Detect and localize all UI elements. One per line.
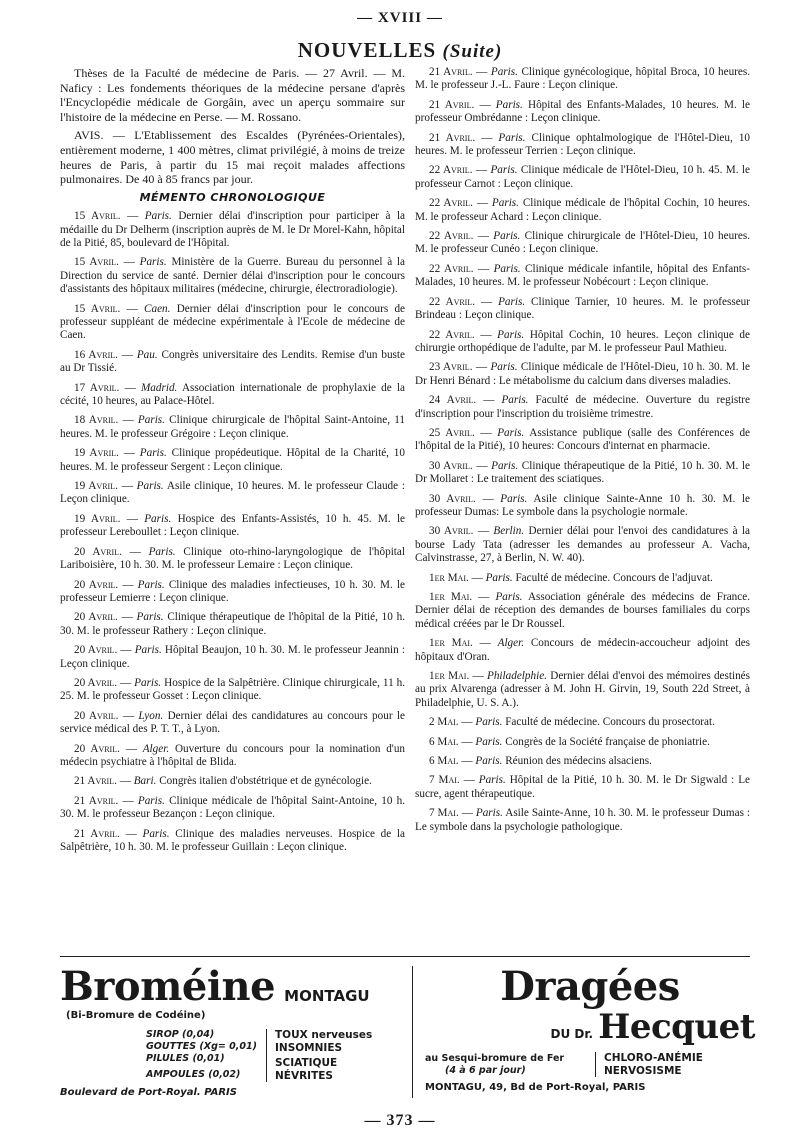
ad-bromeine-indication: NÉVRITES: [275, 1069, 333, 1082]
entry-date: 20 Avril.: [74, 676, 118, 689]
memento-entry: 21 Avril. — Paris. Clinique médicale de l'hôpital Saint-Antoine, 10 h. 30. M. le professeur Bezançon : Leçon clinique.: [60, 794, 405, 821]
ad-bromeine-indication: INSOMNIES: [275, 1041, 343, 1054]
ad-bromeine-subtitle: (Bi-Bromure de Codéine): [66, 1010, 206, 1021]
entry-place: Paris.: [498, 131, 526, 144]
entry-place: Paris.: [490, 66, 518, 78]
entry-date: 21 Avril.: [74, 775, 117, 788]
entry-text: Association internationale de prophylaxie de la cécité, 10 heures, au Palace-Hôtel.: [60, 381, 405, 408]
entry-place: Paris.: [136, 611, 164, 624]
memento-heading: MÉMENTO CHRONOLOGIQUE: [139, 190, 326, 204]
ad-dragees-indication: NERVOSISME: [604, 1064, 682, 1077]
entry-text: Dernier délai des candidatures au concours pour le service médical des P. T. T., à Lyon.: [60, 709, 405, 736]
entry-text: Réunion des médecins alsaciens.: [505, 755, 652, 768]
entry-text: Faculté de médecine. Concours de l'adjuvat.: [515, 571, 713, 584]
ad-bromeine-suffix: MONTAGU: [284, 986, 370, 1005]
memento-entry: 1er Mai. — Paris. Faculté de médecine. Concours de l'adjuvat.: [429, 571, 713, 584]
ad-bromeine-indications: [266, 1029, 372, 1082]
entry-text: Dernier délai pour l'envoi des candidatures à la bourse Lady Tata (adresser les demandes au professeur A. Vacha, Calvinstrasse, 27, à Berlin, N. W. 40).: [415, 525, 750, 565]
entry-place: Paris.: [139, 256, 167, 269]
entry-date: 30 Avril.: [429, 459, 473, 472]
entry-date: 7 Mai.: [429, 807, 459, 820]
ad-bromeine-brand: Broméine: [60, 963, 276, 1010]
entry-place: Paris.: [144, 512, 172, 525]
entry-place: Pau.: [136, 348, 158, 361]
entry-text: Clinique médicale de l'Hôtel-Dieu, 10 h. 30. M. le Dr Henri Bénard : Le métabolisme du calcium dans diverses maladies.: [415, 361, 751, 387]
entry-date: 22 Avril.: [429, 197, 473, 210]
memento-entry: 18 Avril. — Paris. Clinique chirurgicale de l'hôpital Saint-Antoine, 11 heures. M. le professeur Grégoire : Leçon clinique.: [60, 414, 405, 440]
memento-entry: 24 Avril. — Paris. Faculté de médecine. Ouverture du registre d'inscription pour l'inscription du troisième trimestre.: [415, 394, 750, 420]
entry-date: 15 Avril.: [74, 302, 121, 315]
memento-entry: 7 Mai. — Paris. Hôpital de la Pitié, 10 h. 30. M. le Dr Sigwald : Le sucre, agent thérapeutique.: [415, 774, 751, 800]
entry-text: Assistance publique (salle des Conférences de l'hôpital de la Pitié), 10 heures: Concours d'internat en pharmacie.: [415, 426, 751, 453]
entry-text: Clinique médicale de l'hôpital Saint-Antoine, 10 h. 30. M. le professeur Bezançon : Leçon clinique.: [60, 794, 405, 821]
entry-date: 22 Avril.: [429, 328, 475, 341]
entry-place: Lyon.: [138, 709, 164, 722]
memento-entry: 19 Avril. — Paris. Clinique propédeutique. Hôpital de la Charité, 10 heures. M. le professeur Sergent : Leçon clinique.: [60, 447, 405, 473]
ad-dragees-composition: au Sesqui-bromure de Fer: [425, 1052, 565, 1064]
entry-date: 1er Mai.: [429, 670, 470, 683]
ad-bromeine-products: [146, 1029, 266, 1082]
memento-entry: 21 Avril. — Paris. Clinique gynécologique, hôpital Broca, 10 heures. M. le professeur J.-L. Faure : Leçon clinique.: [415, 66, 751, 92]
entry-text: Faculté de médecine. Ouverture du registre d'inscription pour l'inscription du troisième trimestre.: [415, 394, 750, 420]
entry-date: 19 Avril.: [74, 480, 118, 493]
ad-bromeine-product: GOUTTES (Xg= 0,01): [146, 1041, 257, 1052]
entry-text: Faculté de médecine. Concours du prosectorat.: [505, 716, 715, 729]
memento-entry: 20 Avril. — Paris. Clinique thérapeutique de l'hôpital de la Pitié, 10 h. 30. M. le professeur Rathery : Leçon clinique.: [60, 611, 405, 637]
entry-date: 15 Avril.: [74, 210, 121, 223]
ad-bromeine-address: Boulevard de Port-Royal. PARIS: [60, 1087, 237, 1098]
entry-text: Dernier délai d'inscription pour le concours de professeur suppléant de médecine expérimentale à l'Ecole de médecine de Caen.: [60, 302, 406, 342]
ad-dragees-brand-bottom: Hecquet: [598, 1007, 755, 1047]
right-column: [415, 66, 750, 840]
entry-date: 21 Avril.: [429, 131, 476, 144]
entry-place: Alger.: [142, 742, 170, 755]
entry-text: Hospice des Enfants-Assistés, 10 h. 45. M. le professeur Lereboullet : Leçon clinique.: [60, 512, 406, 539]
memento-entry: 30 Avril. — Berlin. Dernier délai pour l'envoi des candidatures à la bourse Lady Tata (adresser les demandes au professeur A. Vacha, Calvinstrasse, 27, à Berlin, N. W. 40).: [415, 525, 750, 565]
entry-date: 23 Avril.: [429, 361, 473, 374]
entry-date: 21 Avril.: [429, 98, 475, 111]
memento-entry: 19 Avril. — Paris. Hospice des Enfants-Assistés, 10 h. 45. M. le professeur Lereboullet : Leçon clinique.: [60, 512, 406, 539]
memento-entry: 22 Avril. — Paris. Clinique chirurgicale de l'Hôtel-Dieu, 10 heures. M. le professeur Cunéo : Leçon clinique.: [415, 230, 751, 256]
entry-date: 1er Mai.: [429, 591, 473, 603]
entry-text: Clinique médicale de l'Hôtel-Dieu, 10 h. 45. M. le professeur Carnot : Leçon clinique.: [415, 164, 751, 190]
memento-entry: 2 Mai. — Paris. Faculté de médecine. Concours du prosectorat.: [429, 716, 715, 729]
memento-entry: 17 Avril. — Madrid. Association internationale de prophylaxie de la cécité, 10 heures, au Palace-Hôtel.: [60, 381, 405, 408]
avis-paragraph: AVIS. — L'Etablissement des Escaldes (Pyrénées-Orientales), entièrement moderne, 1 400 mètres, climat privilégié, à moins de treize heures de Paris, à partir du 15 mai reçoit malades affections pulmonaires. De 40 à 85 francs par jour.: [60, 128, 405, 187]
entry-place: Philadelphie.: [487, 670, 547, 683]
memento-entry: 21 Avril. — Paris. Clinique des maladies nerveuses. Hospice de la Salpêtrière, 10 h. 30. M. le professeur Guillain : Leçon clinique.: [60, 827, 406, 853]
entry-text: Clinique médicale de l'hôpital Cochin, 10 heures. M. le professeur Achard : Leçon clinique.: [415, 197, 750, 223]
entry-date: 22 Avril.: [429, 230, 474, 243]
page-number: — 373 —: [364, 1112, 436, 1129]
entry-text: Clinique Tarnier, 10 heures. M. le professeur Brindeau : Leçon clinique.: [415, 295, 750, 322]
entry-text: Congrès de la Société française de phoniatrie.: [505, 735, 710, 748]
entry-text: Hôpital des Enfants-Malades, 10 heures. M. le professeur Ombrédanne : Leçon clinique.: [415, 98, 750, 125]
entry-text: Dernier délai d'envoi des mémoires destinés au prix Alvarenga (adresser à M. John H. Girvin, 19, South 22d Street, à Philadelphie, U. S. A.).: [415, 670, 750, 709]
entry-text: Clinique oto-rhino-laryngologique de l'hôpital Lariboisière, 10 h. 30. M. le professeur Lemaire : Leçon clinique.: [60, 545, 405, 572]
entry-place: Paris.: [485, 571, 513, 584]
page-roman-number: — XVIII —: [357, 10, 443, 26]
title-main: NOUVELLES: [297, 38, 437, 62]
entry-text: Clinique thérapeutique de la Pitié, 10 h. 30. M. le Dr Mollaret : Le traitement des sciatiques.: [415, 459, 750, 486]
entry-place: Paris.: [137, 794, 165, 807]
memento-entry: 6 Mai. — Paris. Réunion des médecins alsaciens.: [429, 755, 652, 768]
entry-text: Hôpital de la Pitié, 10 h. 30. M. le Dr Sigwald : Le sucre, agent thérapeutique.: [415, 774, 751, 800]
entry-place: Paris.: [134, 676, 162, 689]
memento-entry: 30 Avril. — Paris. Clinique thérapeutique de la Pitié, 10 h. 30. M. le Dr Mollaret : Le traitement des sciatiques.: [415, 459, 750, 486]
entry-text: Clinique chirurgicale de l'Hôtel-Dieu, 10 heures. M. le professeur Cunéo : Leçon clinique.: [415, 230, 751, 256]
entry-date: 30 Avril.: [429, 492, 476, 505]
ad-bromeine-product: PILULES (0,01): [146, 1053, 225, 1064]
memento-entry: 15 Avril. — Caen. Dernier délai d'inscription pour le concours de professeur suppléant de médecine expérimentale à l'Ecole de médecine de Caen.: [60, 302, 406, 342]
title-suite: (Suite): [442, 41, 503, 62]
memento-entry: 1er Mai. — Philadelphie. Dernier délai d'envoi des mémoires destinés au prix Alvarenga (adresser à M. John H. Girvin, 19, South 22d Street, à Philadelphie, U. S. A.).: [415, 670, 750, 709]
entry-date: 7 Mai.: [429, 774, 460, 787]
entry-date: 24 Avril.: [429, 394, 477, 407]
entry-place: Paris.: [475, 755, 503, 768]
memento-entry: 21 Avril. — Paris. Clinique ophtalmologique de l'Hôtel-Dieu, 10 heures. M. le professeur Terrien : Leçon clinique.: [415, 131, 751, 158]
entry-date: 20 Avril.: [74, 611, 118, 624]
ad-bromeine: [60, 963, 405, 1098]
entry-place: Paris.: [136, 480, 164, 493]
entry-text: Clinique gynécologique, hôpital Broca, 10 heures. M. le professeur J.-L. Faure : Leçon clinique.: [415, 66, 751, 92]
entry-place: Paris.: [475, 716, 503, 729]
entry-text: Ministère de la Guerre. Bureau du personnel à la Direction du service de santé. Dernier délai d'inscription pour le concours d'assistants des hôpitaux militaires (médecine, chirurgie, électroradiologie).: [60, 256, 406, 296]
entry-place: Paris.: [498, 295, 526, 308]
entry-date: 20 Avril.: [74, 545, 122, 558]
entry-place: Paris.: [490, 361, 518, 374]
entry-place: Paris.: [493, 262, 521, 275]
entry-text: Clinique chirurgicale de l'hôpital Saint-Antoine, 11 heures. M. le professeur Grégoire : Leçon clinique.: [60, 414, 405, 440]
entry-place: Bari.: [133, 775, 157, 788]
ad-dragees-hecquet: [425, 963, 755, 1098]
entry-date: 6 Mai.: [429, 735, 459, 748]
ad-dragees-composition-block: [425, 1053, 595, 1077]
memento-entry: 22 Avril. — Paris. Clinique Tarnier, 10 heures. M. le professeur Brindeau : Leçon clinique.: [415, 295, 750, 322]
memento-entry: 21 Avril. — Paris. Hôpital des Enfants-Malades, 10 heures. M. le professeur Ombrédanne : Leçon clinique.: [415, 98, 750, 125]
entry-place: Berlin.: [493, 525, 525, 538]
entry-place: Paris.: [497, 328, 525, 341]
theses-paragraph: Thèses de la Faculté de médecine de Paris. — 27 Avril. — M. Naficy : Les fondements théoriques de la médecine persane d'après l'Encyclopédie médicale de Gorgâin, avec un aperçu sommaire sur l'histoire de la médecine en Perse. — M. Rossano.: [60, 66, 405, 124]
memento-entry: 20 Avril. — Paris. Hôpital Beaujon, 10 h. 30. M. le professeur Jeannin : Leçon clinique.: [60, 644, 406, 670]
ad-dragees-address: MONTAGU, 49, Bd de Port-Royal, PARIS: [425, 1082, 646, 1093]
entry-text: Congrès italien d'obstétrique et de gynécologie.: [159, 775, 372, 788]
entry-date: 18 Avril.: [74, 414, 119, 427]
ad-dragees-dose: (4 à 6 par jour): [445, 1064, 526, 1076]
entry-place: Caen.: [144, 302, 171, 315]
entry-date: 1er Mai.: [429, 637, 473, 650]
entry-place: Paris.: [148, 545, 176, 558]
entry-date: 16 Avril.: [74, 348, 118, 361]
ad-bromeine-product: AMPOULES (0,02): [146, 1069, 241, 1080]
entry-place: Paris.: [475, 807, 503, 820]
memento-entry: 16 Avril. — Pau. Congrès universitaire des Lendits. Remise d'un buste au Dr Tissié.: [60, 348, 405, 375]
memento-entry: 20 Avril. — Paris. Hospice de la Salpêtrière. Clinique chirurgicale, 11 h. 25. M. le professeur Gosset : Leçon clinique.: [60, 676, 405, 703]
entry-date: 21 Avril.: [429, 66, 473, 78]
memento-entry: 30 Avril. — Paris. Asile clinique Sainte-Anne 10 h. 30. M. le professeur Dumas: Le symbole dans la psychologie normale.: [415, 492, 750, 518]
entry-place: Paris.: [491, 197, 519, 210]
entry-place: Paris.: [142, 827, 170, 840]
entry-date: 22 Avril.: [429, 164, 473, 177]
ads-vertical-divider: [412, 966, 413, 1098]
entry-place: Paris.: [139, 447, 167, 460]
ad-dragees-indications: [595, 1052, 703, 1077]
ad-bromeine-indication: SCIATIQUE: [275, 1057, 338, 1069]
memento-entry: 7 Mai. — Paris. Asile Sainte-Anne, 10 h. 30. M. le professeur Dumas : Le symbole dans la psychologie pathologique.: [415, 807, 750, 833]
entry-text: Congrès universitaire des Lendits. Remise d'un buste au Dr Tissié.: [60, 348, 405, 375]
ads-divider: [60, 956, 750, 957]
memento-entry: 21 Avril. — Bari. Congrès italien d'obstétrique et de gynécologie.: [74, 775, 372, 788]
entry-place: Paris.: [144, 210, 172, 223]
entry-text: Clinique propédeutique. Hôpital de la Charité, 10 heures. M. le professeur Sergent : Leçon clinique.: [60, 447, 405, 473]
entry-text: Asile clinique Sainte-Anne 10 h. 30. M. le professeur Dumas: Le symbole dans la psychologie normale.: [415, 492, 750, 518]
entry-date: 17 Avril.: [74, 381, 120, 394]
memento-entry: 22 Avril. — Paris. Hôpital Cochin, 10 heures. Leçon clinique de chirurgie orthopédique de l'adulte, par M. le professeur Paul Mathieu.: [415, 328, 750, 354]
entry-place: Paris.: [497, 426, 525, 439]
entry-place: Paris.: [493, 230, 521, 243]
entry-date: 20 Avril.: [74, 709, 119, 722]
left-entries-list: [60, 210, 405, 854]
entry-text: Ouverture du concours pour la nomination d'un médecin psychiatre à l'hôpital de Blida.: [60, 742, 406, 768]
left-column: [60, 66, 405, 860]
entry-text: Dernier délai d'inscription pour participer à la médaille du Dr Delherm (inscription auprès de M. le Dr Morel-Kahn, hôpital de la Pitié, 85, boulevard de l'Hôpital.: [60, 210, 406, 249]
memento-entry: 20 Avril. — Lyon. Dernier délai des candidatures au concours pour le service médical des P. T. T., à Lyon.: [60, 709, 405, 736]
entry-date: 6 Mai.: [429, 755, 459, 768]
entry-text: Clinique thérapeutique de l'hôpital de la Pitié, 10 h. 30. M. le professeur Rathery : Leçon clinique.: [60, 611, 405, 637]
entry-date: 2 Mai.: [429, 716, 459, 729]
entry-text: Clinique des maladies nerveuses. Hospice de la Salpêtrière, 10 h. 30. M. le professeur Guillain : Leçon clinique.: [60, 827, 406, 853]
ad-bromeine-product: SIROP (0,04): [146, 1029, 215, 1040]
ad-dragees-brand-top: Dragées: [500, 963, 680, 1010]
entry-text: Hospice de la Salpêtrière. Clinique chirurgicale, 11 h. 25. M. le professeur Gosset : Leçon clinique.: [60, 676, 405, 703]
entry-date: 22 Avril.: [429, 295, 476, 308]
entry-date: 25 Avril.: [429, 426, 475, 439]
entry-text: Clinique des maladies infectieuses, 10 h. 30. M. le professeur Lemierre : Leçon clinique.: [60, 578, 405, 604]
memento-entry: 22 Avril. — Paris. Clinique médicale de l'hôpital Cochin, 10 heures. M. le professeur Achard : Leçon clinique.: [415, 197, 750, 223]
entry-place: Madrid.: [140, 381, 178, 394]
entry-date: 1er Mai.: [429, 571, 469, 584]
entry-place: Paris.: [137, 578, 165, 591]
entry-place: Paris.: [490, 164, 518, 177]
entry-place: Paris.: [134, 644, 162, 657]
entry-date: 20 Avril.: [74, 578, 119, 591]
memento-entry: 22 Avril. — Paris. Clinique médicale infantile, hôpital des Enfants-Malades, 10 heures. M. le professeur Nobécourt : Leçon clinique.: [415, 262, 750, 289]
memento-entry: 1er Mai. — Alger. Concours de médecin-accoucheur adjoint des hôpitaux d'Oran.: [415, 637, 751, 663]
entry-date: 30 Avril.: [429, 525, 474, 538]
memento-entry: 20 Avril. — Alger. Ouverture du concours pour la nomination d'un médecin psychiatre à l'hôpital de Blida.: [60, 742, 406, 768]
entry-date: 19 Avril.: [74, 447, 119, 460]
entry-place: Paris.: [475, 735, 503, 748]
section-title: [0, 38, 800, 63]
memento-entry: 23 Avril. — Paris. Clinique médicale de l'Hôtel-Dieu, 10 h. 30. M. le Dr Henri Bénard : Le métabolisme du calcium dans diverses maladies.: [415, 361, 751, 387]
entry-text: Asile clinique, 10 heures. M. le professeur Claude : Leçon clinique.: [60, 480, 406, 506]
entry-text: Clinique médicale infantile, hôpital des Enfants-Malades, 10 heures. M. le professeur Nobécourt : Leçon clinique.: [415, 262, 750, 289]
memento-entry: 20 Avril. — Paris. Clinique des maladies infectieuses, 10 h. 30. M. le professeur Lemierre : Leçon clinique.: [60, 578, 405, 604]
entry-date: 21 Avril.: [74, 827, 120, 840]
memento-entry: 15 Avril. — Paris. Ministère de la Guerre. Bureau du personnel à la Direction du service de santé. Dernier délai d'inscription pour le concours d'assistants des hôpitaux militaires (médecine, chirurgie, électroradiologie).: [60, 256, 406, 296]
entry-date: 20 Avril.: [74, 742, 120, 755]
memento-entry: 22 Avril. — Paris. Clinique médicale de l'Hôtel-Dieu, 10 h. 45. M. le professeur Carnot : Leçon clinique.: [415, 164, 751, 190]
entry-text: Hôpital Beaujon, 10 h. 30. M. le professeur Jeannin : Leçon clinique.: [60, 644, 406, 670]
entry-place: Paris.: [500, 492, 528, 505]
right-entries-list: [415, 66, 750, 834]
entry-place: Paris.: [495, 98, 523, 111]
entry-text: Association générale des médecins de France. Dernier délai de réception des demandes de bourses familiales du corps médical créées par le Dr Roussel.: [415, 591, 750, 630]
entry-text: Asile Sainte-Anne, 10 h. 30. M. le professeur Dumas : Le symbole dans la psychologie pathologique.: [415, 807, 750, 833]
entry-text: Clinique ophtalmologique de l'Hôtel-Dieu, 10 heures. M. le professeur Terrien : Leçon clinique.: [415, 131, 751, 158]
entry-place: Paris.: [478, 774, 506, 787]
entry-text: Hôpital Cochin, 10 heures. Leçon clinique de chirurgie orthopédique de l'adulte, par M. le professeur Paul Mathieu.: [415, 328, 750, 354]
memento-entry: 20 Avril. — Paris. Clinique oto-rhino-laryngologique de l'hôpital Lariboisière, 10 h. 30. M. le professeur Lemaire : Leçon clinique.: [60, 545, 405, 572]
entry-date: 15 Avril.: [74, 256, 119, 269]
memento-entry: 15 Avril. — Paris. Dernier délai d'inscription pour participer à la médaille du Dr Delherm (inscription auprès de M. le Dr Morel-Kahn, hôpital de la Pitié, 85, boulevard de l'Hôpital.: [60, 210, 406, 249]
ad-bromeine-brand-line: [60, 963, 405, 1010]
entry-place: Paris.: [491, 459, 519, 472]
entry-date: 21 Avril.: [74, 794, 119, 807]
ad-bromeine-indication: TOUX nerveuses: [275, 1029, 373, 1041]
entry-place: Paris.: [137, 414, 165, 427]
entry-date: 22 Avril.: [429, 262, 474, 275]
entry-date: 19 Avril.: [74, 512, 121, 525]
entry-date: 20 Avril.: [74, 644, 118, 657]
memento-entry: 1er Mai. — Paris. Association générale des médecins de France. Dernier délai de réception des demandes de bourses familiales du corps médical créées par le Dr Roussel.: [415, 591, 750, 630]
entry-place: Alger.: [497, 637, 525, 650]
memento-entry: 6 Mai. — Paris. Congrès de la Société française de phoniatrie.: [429, 735, 710, 748]
memento-entry: 19 Avril. — Paris. Asile clinique, 10 heures. M. le professeur Claude : Leçon clinique.: [60, 480, 406, 506]
entry-place: Paris.: [495, 591, 523, 603]
entry-place: Paris.: [501, 394, 529, 407]
ad-dragees-indication: CHLORO-ANÉMIE: [604, 1052, 703, 1064]
ad-dragees-prefix: DU Dr.: [550, 1027, 594, 1041]
entry-text: Concours de médecin-accoucheur adjoint des hôpitaux d'Oran.: [415, 637, 751, 663]
memento-entry: 25 Avril. — Paris. Assistance publique (salle des Conférences de l'hôpital de la Pitié), 10 heures: Concours d'internat en pharmacie.: [415, 426, 751, 453]
